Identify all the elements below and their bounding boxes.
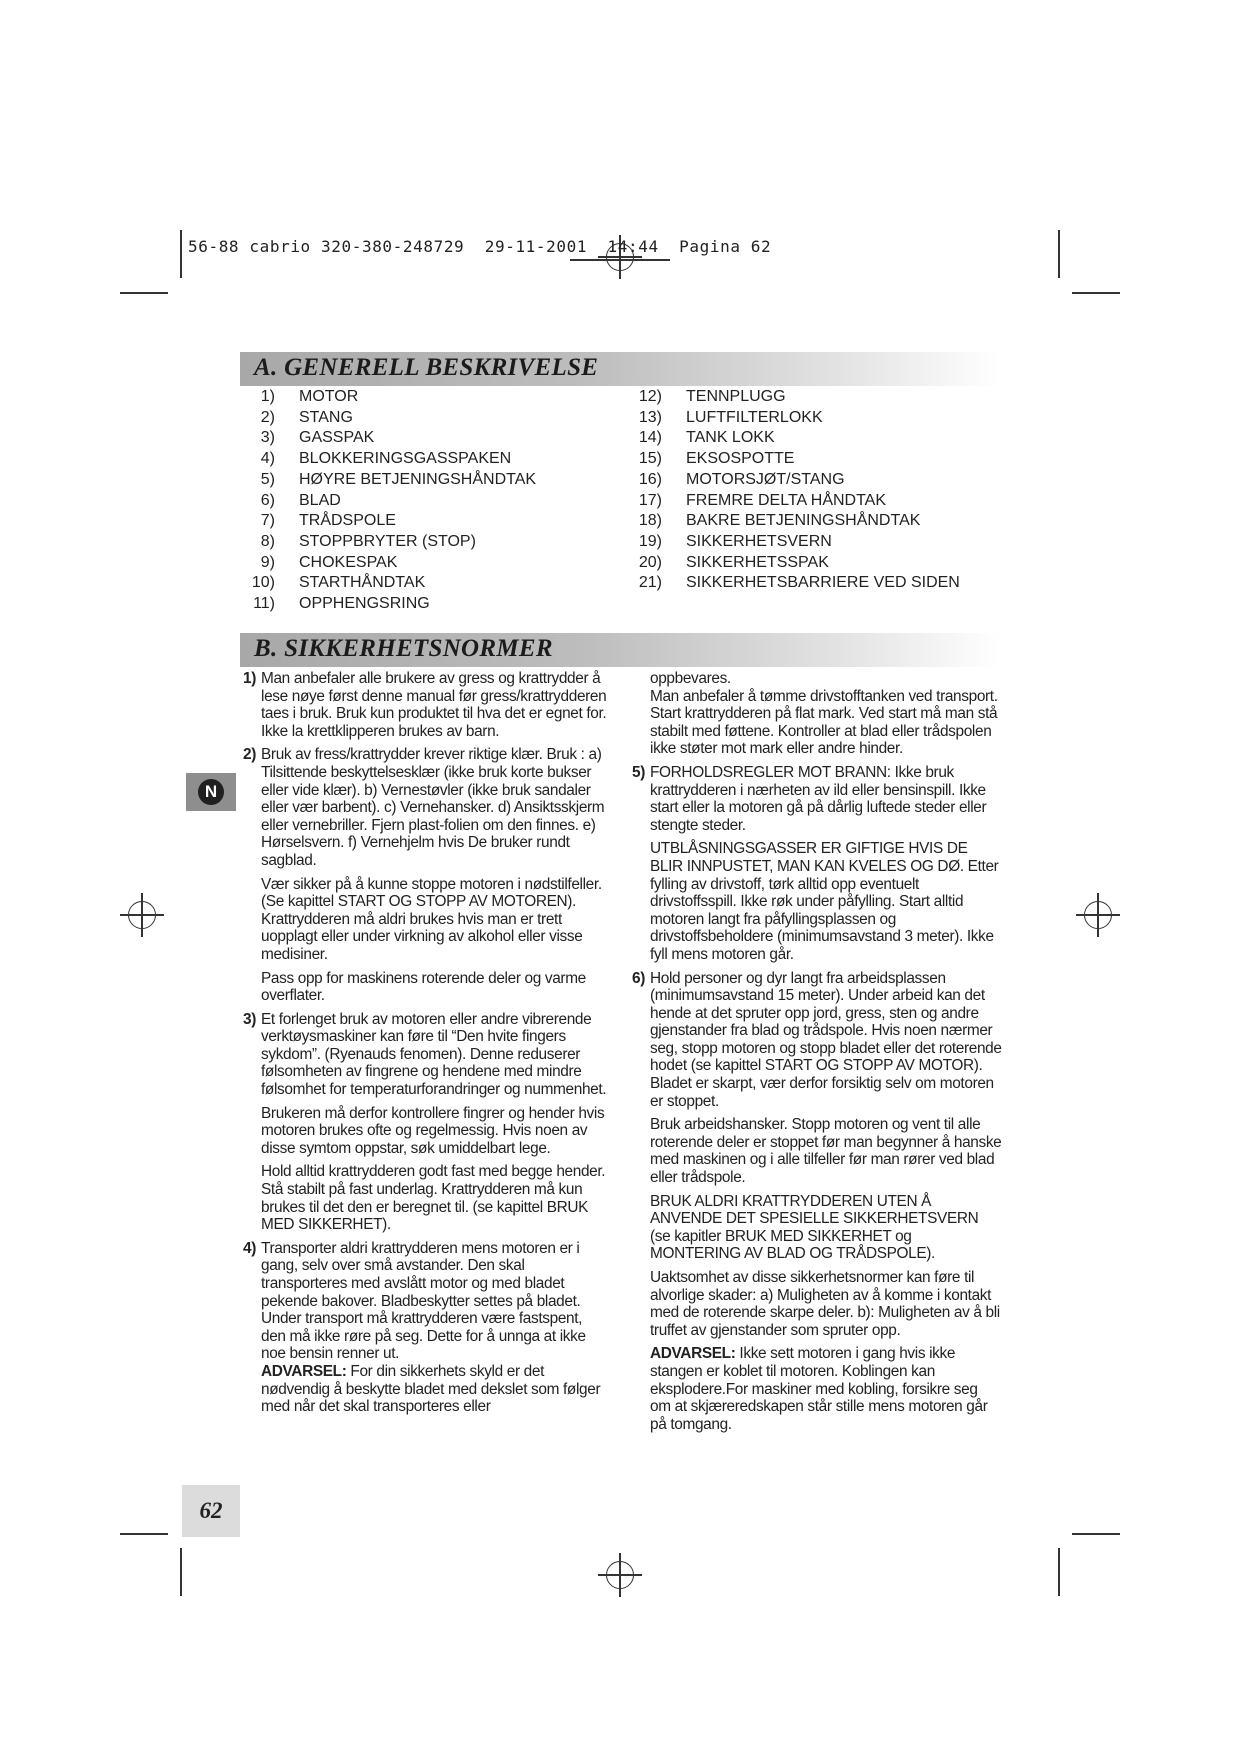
crop-mark-right-horizontal-bottom bbox=[1072, 1533, 1120, 1535]
print-header: 56-88 cabrio 320-380-248729 29-11-2001 14:44 Pagina 62 bbox=[188, 237, 772, 256]
safety-item-6-warning: ADVARSEL: Ikke sett motoren i gang hvis ikke stangen er koblet til motoren. Koblingen kan eksplodere.For maskiner med kobling, forsikre seg om at skjæreredskapen står stille mens motoren går på tomgang. bbox=[650, 1345, 988, 1433]
section-a-title: A. GENERELL BESKRIVELSE bbox=[254, 354, 599, 381]
part-item: 7) TRÅDSPOLE bbox=[260, 512, 396, 530]
section-b-header bbox=[240, 633, 1000, 667]
part-item: 9) CHOKESPAK bbox=[260, 553, 398, 571]
warning-label: ADVARSEL: bbox=[261, 1362, 347, 1380]
page-number: 62 bbox=[199, 1498, 223, 1523]
registration-mark-bottom bbox=[598, 1553, 642, 1597]
safety-item-5: 5) FORHOLDSREGLER MOT BRANN: Ikke bruk krattrydderen i nærheten av ild eller bensinspill. Ikke start eller la motoren gå på dårlig luftede steder eller stengte steder. bbox=[632, 763, 987, 834]
safety-item-5-paragraph: UTBLÅSNINGSGASSER ER GIFTIGE HVIS DE BLIR INNPUSTET, MAN KAN KVELES OG DØ. Etter fylling av drivstoff, tørk alltid opp eventuelt drivstoffsspill. Ikke røk under påfylling. Start alltid motoren langt fra påfyllingsplassen og drivstoffsbeholdere (minimumsavstand 3 meter). Ikke fyll mens motoren går. bbox=[650, 840, 999, 963]
part-item: 17) FREMRE DELTA HÅNDTAK bbox=[638, 491, 887, 509]
part-item: 2) STANG bbox=[260, 408, 353, 426]
part-item: 18) BAKRE BETJENINGSHÅNDTAK bbox=[638, 512, 921, 530]
safety-item-6: 6) Hold personer og dyr langt fra arbeidsplassen (minimumsavstand 15 meter). Under arbeid kan det hende at det spruter opp jord, gress, sten og andre gjenstander fra blad og trådspole. Hvis noen nærmer seg, stopp motoren og stopp bladet eller det roterende hodet (se kapittel START OG STOPP AV MOTOR). Bladet er skarpt, vær derfor forsiktig selv om motoren er stoppet. bbox=[632, 969, 1002, 1110]
section-a-header bbox=[240, 352, 1000, 386]
crop-mark-left-vertical-bottom bbox=[180, 1548, 182, 1596]
safety-item-6-paragraph: BRUK ALDRI KRATTRYDDEREN UTEN Å ANVENDE DET SPESIELLE SIKKERHETSVERN (se kapitler BRUK MED SIKKERHET og MONTERING AV BLAD OG TRÅDSPOLE). bbox=[650, 1192, 979, 1263]
crop-mark-left-horizontal-bottom bbox=[120, 1533, 168, 1535]
part-item: 8) STOPPBRYTER (STOP) bbox=[260, 532, 476, 550]
part-item: 20) SIKKERHETSSPAK bbox=[638, 553, 829, 571]
continuation-paragraph: oppbevares. Man anbefaler å tømme drivstofftanken ved transport. Start krattrydderen på flat mark. Ved start må man stå stabilt med føttene. Kontroller at blad eller trådspolen ikke støter mot mark eller andre hinder. bbox=[650, 670, 998, 758]
part-item: 13) LUFTFILTERLOKK bbox=[638, 408, 823, 426]
crop-mark-left-vertical-top bbox=[180, 230, 182, 278]
safety-item-1: 1) Man anbefaler alle brukere av gress og krattrydder å lese nøye først denne manual før gress/krattrydderen taes i bruk. Bruk kun produktet til hva det er egnet for. Ikke la krettklipperen brukes av barn. bbox=[243, 670, 607, 740]
part-item: 12) TENNPLUGG bbox=[638, 388, 786, 405]
crop-mark-right-vertical-top bbox=[1058, 230, 1060, 278]
safety-item-2-paragraph: Vær sikker på å kunne stoppe motoren i nødstilfeller. (Se kapittel START OG STOPP AV MOTOREN). Krattrydderen må aldri brukes hvis man er trett uopplagt eller under virkning av alkohol eller visse medisiner. bbox=[261, 875, 602, 963]
part-item: 16) MOTORSJØT/STANG bbox=[638, 470, 845, 488]
registration-mark-left bbox=[120, 893, 164, 937]
language-tab-letter: N bbox=[198, 779, 224, 805]
crop-mark-left-horizontal-top bbox=[120, 292, 168, 294]
part-item: 11) OPPHENGSRING bbox=[253, 595, 430, 613]
safety-column-left bbox=[243, 670, 607, 1422]
safety-item-3-paragraph: Brukeren må derfor kontrollere fingrer og hender hvis motoren brukes ofte og regelmessig. Hvis noen av disse symtom oppstar, søk umiddelbart lege. bbox=[261, 1104, 605, 1157]
crop-mark-right-vertical-bottom bbox=[1058, 1548, 1060, 1596]
safety-item-3: 3) Et forlenget bruk av motoren eller andre vibrerende verktøysmaskiner kan føre til “Den hvite fingers sykdom”. (Ryenauds fenomen). Denne reduserer følsomheten av fingrene og hendene med mindre følsomhet for temperaturforandringer og nummenhet. bbox=[243, 1010, 607, 1099]
part-item: 15) EKSOSPOTTE bbox=[638, 450, 795, 468]
safety-item-2-paragraph: Pass opp for maskinens roterende deler og varme overflater. bbox=[261, 969, 586, 1005]
parts-list-right bbox=[622, 387, 960, 594]
safety-item-6-paragraph: Uaktsomhet av disse sikkerhetsnormer kan føre til alvorlige skader: a) Muligheten av å komme i kontakt med de roterende skarpe deler. b): Muligheten av å bli truffet av gjenstander som spruter opp. bbox=[650, 1269, 1000, 1339]
part-item: 10) STARTHÅNDTAK bbox=[251, 574, 426, 592]
parts-list-left bbox=[235, 387, 536, 615]
registration-mark-right bbox=[1076, 893, 1120, 937]
safety-item-4: 4) Transporter aldri krattrydderen mens motoren er i gang, selv over små avstander. Den skal transporteres med avslått motor og med bladet pekende bakover. Bladbeskytter settes på bladet. Under transport må krattrydderen være fastspent, den må ikke røre på seg. Dette for å unnga at ikke noe bensin renner ut. ADVARSEL: For din sikkerhets skyld er det nødvendig å beskytte bladet med dekslet som følger med når det skal transporteres eller bbox=[243, 1239, 601, 1416]
safety-item-6-paragraph: Bruk arbeidshansker. Stopp motoren og vent til alle roterende deler er stoppet før man begynner å hanske med maskinen og i alle tilfeller før man rører ved blad eller trådspole. bbox=[650, 1116, 1002, 1187]
part-item: 5) HØYRE BETJENINGSHÅNDTAK bbox=[260, 470, 537, 488]
language-tab bbox=[186, 773, 236, 811]
part-item: 4) BLOKKERINGSGASSPAKEN bbox=[260, 450, 512, 468]
part-item: 3) GASSPAK bbox=[260, 429, 375, 447]
safety-column-right bbox=[632, 670, 1002, 1439]
part-item: 21) SIKKERHETSBARRIERE VED SIDEN bbox=[638, 574, 960, 592]
section-b-title: B. SIKKERHETSNORMER bbox=[254, 635, 553, 662]
part-item: 19) SIKKERHETSVERN bbox=[638, 532, 832, 550]
crop-mark-right-horizontal-top bbox=[1072, 292, 1120, 294]
safety-item-3-paragraph: Hold alltid krattrydderen godt fast med begge hender. Stå stabilt på fast underlag. Krattrydderen må kun brukes til det den er beregnet til. (se kapittel BRUK MED SIKKERHET). bbox=[261, 1163, 606, 1234]
part-item: 1) MOTOR bbox=[260, 388, 359, 405]
part-item: 14) TANK LOKK bbox=[638, 429, 775, 447]
page-number-box bbox=[182, 1485, 240, 1537]
warning-label: ADVARSEL: bbox=[650, 1345, 736, 1363]
safety-item-2: 2) Bruk av fress/krattrydder krever riktige klær. Bruk : a) Tilsittende beskyttelsesklær (ikke bruk korte bukser eller vide klær). b) Vernestøvler (ikke bruk sandaler eller vær barbent). c) Vernehansker. d) Ansiktsskjerm eller vernebriller. Fjern plast-folien om den finnes. e) Hørselsvern. f) Vernehjelm hvis De bruker rundt sagblad. bbox=[243, 746, 605, 869]
part-item: 6) BLAD bbox=[260, 491, 341, 509]
